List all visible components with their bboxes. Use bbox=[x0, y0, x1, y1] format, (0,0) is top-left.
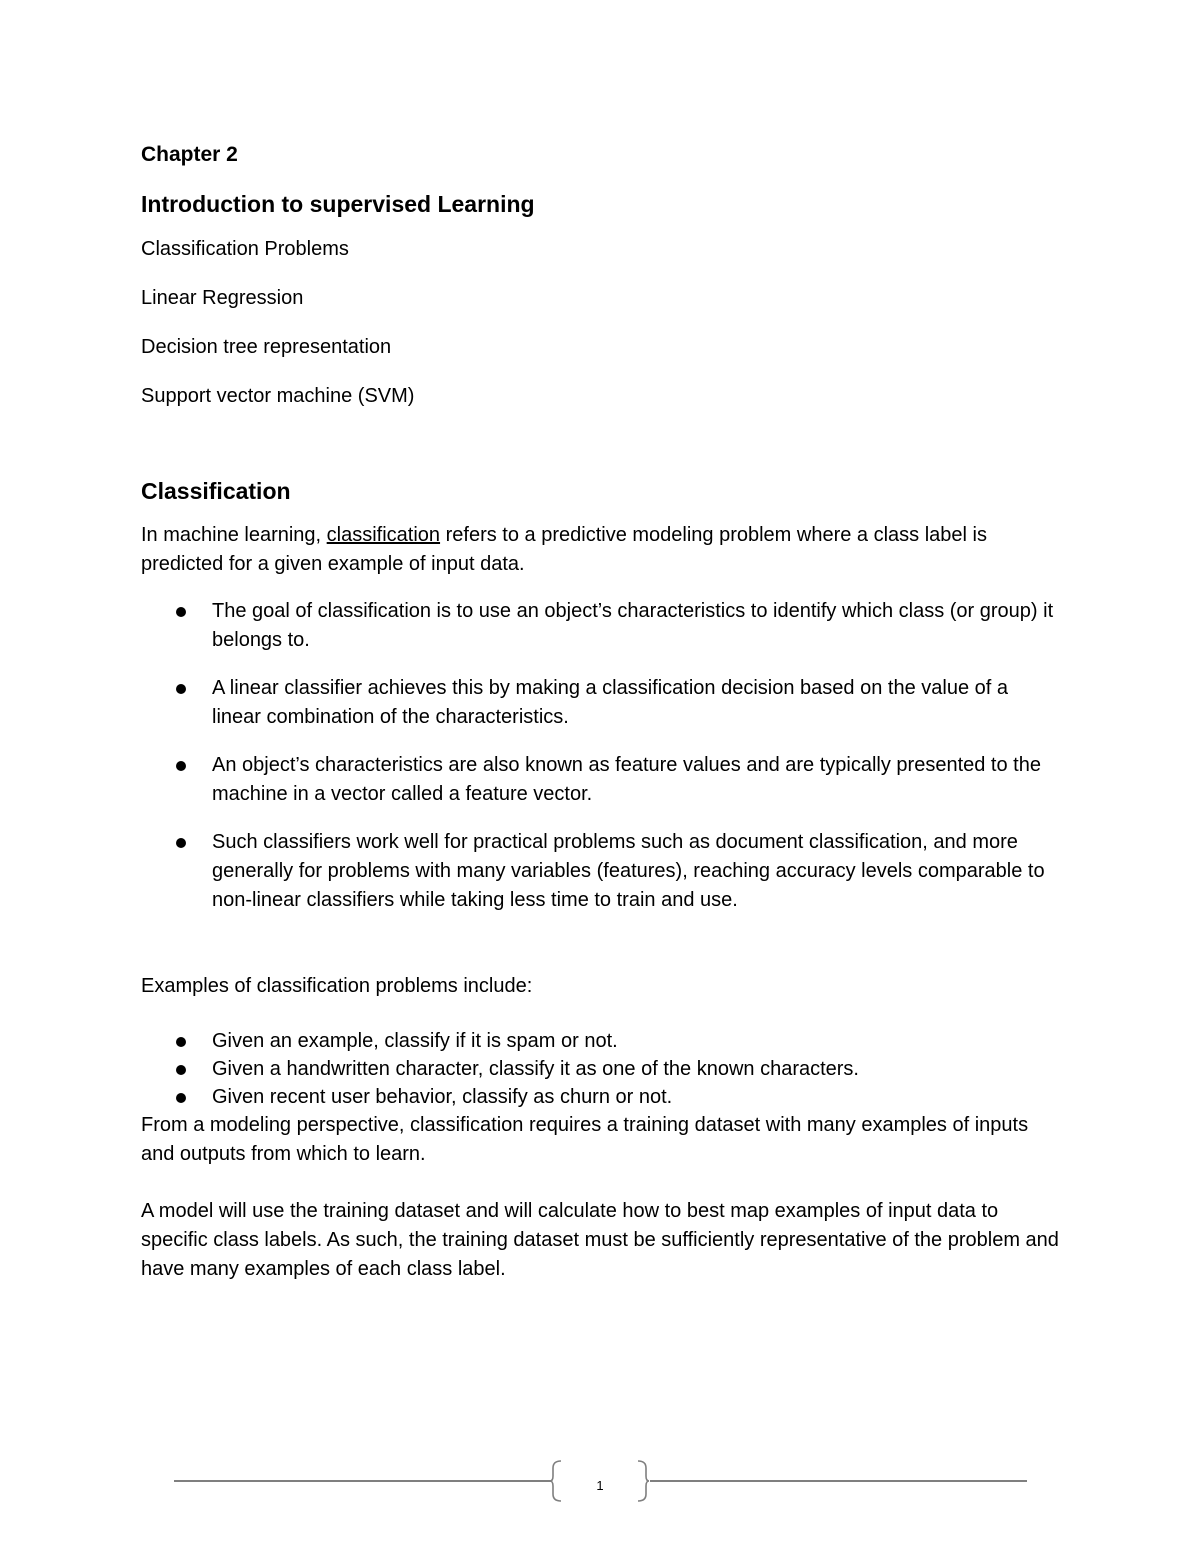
page-content bbox=[141, 140, 1061, 1284]
list-item-text: The goal of classification is to use an object’s characteristics to identify which class (or group) it belongs to. bbox=[212, 600, 1054, 651]
right-brace-icon bbox=[636, 1460, 650, 1502]
list-item bbox=[141, 751, 1061, 809]
bullet-icon bbox=[176, 1065, 186, 1075]
list-item-text: An object’s characteristics are also known as feature values and are typically presented to the machine in a vector called a feature vector. bbox=[212, 754, 1041, 805]
list-item bbox=[141, 597, 1061, 655]
chapter-label: Chapter 2 bbox=[141, 143, 238, 166]
bullet-icon bbox=[176, 684, 186, 694]
bullet-icon bbox=[176, 607, 186, 617]
examples-intro: Examples of classification problems include: bbox=[141, 975, 533, 997]
list-item-text: A linear classifier achieves this by making a classification decision based on the value of a linear combination of the characteristics. bbox=[212, 677, 1008, 728]
chapter-title: Introduction to supervised Learning bbox=[141, 191, 535, 217]
left-brace-icon bbox=[549, 1460, 563, 1502]
list-item bbox=[141, 1055, 1061, 1083]
list-item-text: Such classifiers work well for practical problems such as document classification, and more generally for problems with many variables (features), reaching accuracy levels comparable to non-linear classifiers while taking less time to train and use. bbox=[212, 831, 1045, 911]
topic-list bbox=[141, 234, 1061, 411]
bullet-icon bbox=[176, 1037, 186, 1047]
classification-link[interactable]: classification bbox=[326, 524, 441, 546]
examples-list bbox=[141, 1027, 1061, 1111]
topic-item: Classification Problems bbox=[141, 238, 349, 260]
topic-item: Decision tree representation bbox=[141, 336, 392, 358]
intro-text-before: In machine learning, bbox=[141, 524, 327, 546]
bullet-icon bbox=[176, 1093, 186, 1103]
section-heading: Classification bbox=[141, 478, 291, 504]
list-item-text: Given recent user behavior, classify as churn or not. bbox=[212, 1086, 673, 1108]
list-item bbox=[141, 828, 1061, 915]
bullet-icon bbox=[176, 761, 186, 771]
modeling-paragraph: From a modeling perspective, classification requires a training dataset with many examples of inputs and outputs from which to learn. bbox=[141, 1114, 1029, 1165]
intro-paragraph bbox=[141, 521, 1061, 579]
list-item bbox=[141, 1027, 1061, 1055]
intro-text-after: refers to a predictive modeling problem where a class label is predicted for a given example of input data. bbox=[141, 524, 987, 575]
list-item bbox=[141, 1083, 1061, 1111]
list-item-text: Given an example, classify if it is spam or not. bbox=[212, 1030, 618, 1052]
list-item bbox=[141, 674, 1061, 732]
classification-bullet-list bbox=[141, 597, 1061, 915]
footer-rule-left bbox=[174, 1480, 552, 1482]
topic-item: Linear Regression bbox=[141, 287, 304, 309]
page-number: 1 bbox=[596, 1478, 604, 1493]
model-paragraph: A model will use the training dataset and will calculate how to best map examples of input data to specific class labels. As such, the training dataset must be sufficiently representative of the problem and have many examples of each class label. bbox=[141, 1200, 1059, 1280]
bullet-icon bbox=[176, 838, 186, 848]
topic-item: Support vector machine (SVM) bbox=[141, 385, 415, 407]
footer-rule-right bbox=[650, 1480, 1027, 1482]
list-item-text: Given a handwritten character, classify it as one of the known characters. bbox=[212, 1058, 859, 1080]
